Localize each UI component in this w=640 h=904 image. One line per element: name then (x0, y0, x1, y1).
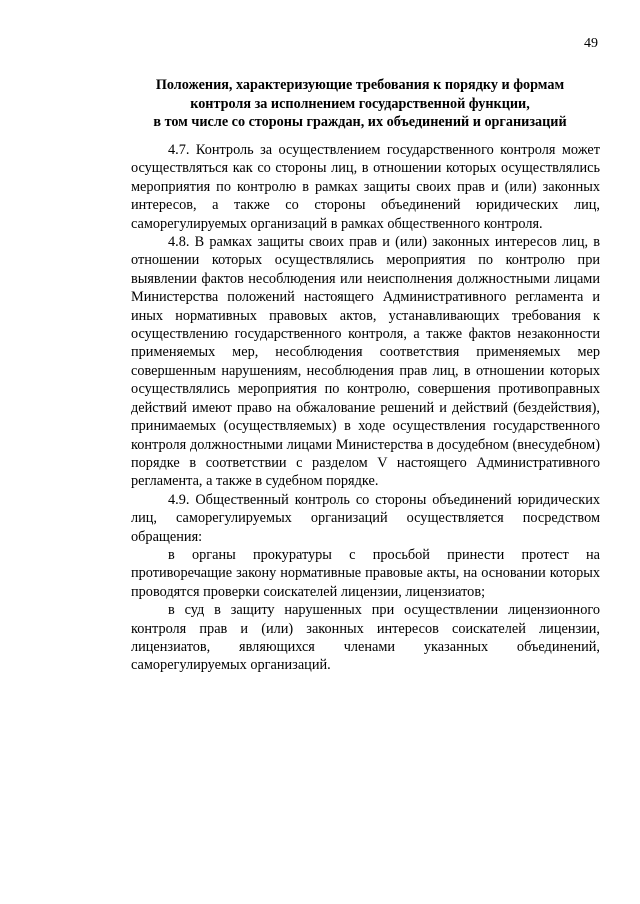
page-number: 49 (584, 36, 598, 51)
paragraph-4-9: 4.9. Общественный контроль со стороны объединений юридических лиц, саморегулируемых организаций осуществляется посредством обращения: (131, 491, 600, 545)
paragraph-prosecution: в органы прокуратуры с просьбой принести протест на противоречащие закону нормативные правовые акты, на основании которых проводятся проверки соискателей лицензии, лицензиатов; (131, 546, 600, 600)
section-heading (125, 76, 595, 132)
heading-line-2: контроля за исполнением государственной функции, (190, 95, 530, 112)
heading-line-3: в том числе со стороны граждан, их объединений и организаций (153, 114, 567, 130)
paragraph-court: в суд в защиту нарушенных при осуществлении лицензионного контроля прав и (или) законных интересов соискателей лицензии, лицензиатов, являющихся членами указанных объединений, саморегулируемых организаций. (131, 602, 600, 674)
heading-line-1: Положения, характеризующие требования к порядку и формам (155, 77, 565, 93)
paragraph-4-8: 4.8. В рамках защиты своих прав и (или) законных интересов лиц, в отношении которых осуществлялись мероприятия по контролю при выявлении фактов несоблюдения или неисполнения должностными лицами Министерства положений настоящего Административного регламента и иных нормативных правовых актов, устанавливающих требования к осуществлению государственного контроля, а также фактов незаконности применяемых мер, несоблюдения соответствия применяемых мер совершенным нарушениям, несоблюдения прав лиц, в отношении которых осуществлялись мероприятия по контролю, совершения противоправных действий имеют право на обжалование решений и действий (бездействия), принимаемых (осуществляемых) в ходе осуществления государственного контроля должностными лицами Министерства в досудебном (внесудебном) порядке в соответствии с разделом V настоящего Административного регламента, а также в судебном порядке. (131, 234, 600, 490)
body-text (131, 141, 600, 675)
paragraph-4-7: 4.7. Контроль за осуществлением государственного контроля может осуществляться как со стороны лиц, в отношении которых осуществлялись мероприятия по контролю в рамках защиты своих прав и (или) законных интересов, а также со стороны объединений юридических лиц, саморегулируемых организаций в рамках общественного контроля. (131, 142, 600, 232)
